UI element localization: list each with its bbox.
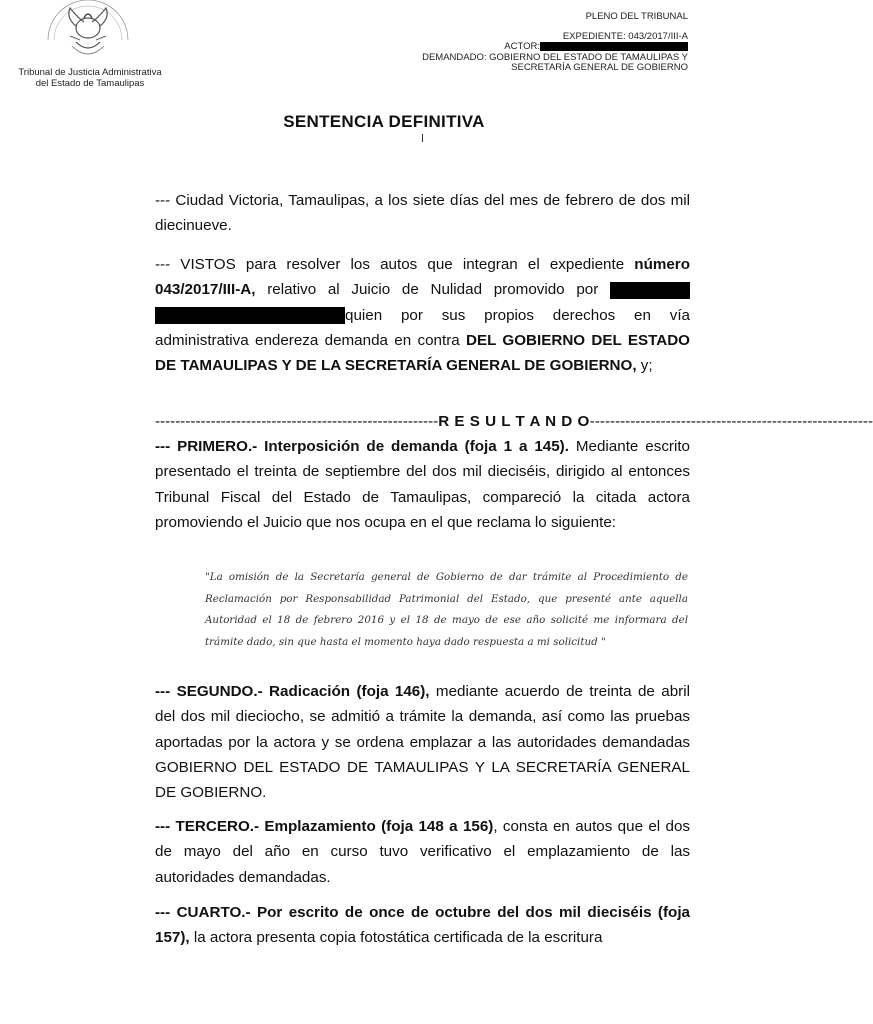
quoted-claim: [205, 567, 688, 653]
paragraph-primero: [155, 434, 690, 535]
coat-of-arms-seal-icon: [40, 0, 136, 66]
resultando-divider: [155, 409, 873, 434]
resultando-heading: R E S U L T A N D O: [438, 413, 590, 430]
redaction-bar: [610, 282, 690, 299]
vistos-text: y;: [636, 357, 653, 375]
segundo-text: mediante acuerdo de treinta de abril del dos mil dieciocho, se admitió a trámite la demanda, así como las pruebas aportadas por la actora y se ordena emplazar a las autoridades demandadas GOBIERNO DEL ESTADO DE TAMAULIPAS Y LA SECRETARÍA GENERAL DE GOBIERNO.: [155, 683, 690, 802]
segundo-paragraph: [155, 679, 690, 805]
vistos-text: relativo al Juicio de Nulidad promovido por: [255, 281, 610, 299]
vistos-text: quien por sus propios derechos en vía administrativa endereza demanda en contra: [155, 306, 690, 349]
paragraph-date: [155, 188, 690, 239]
paragraph-tercero: [155, 814, 690, 890]
case-number: número 043/2017/III-A,: [155, 256, 690, 299]
demandado-line: DEMANDADO: GOBIERNO DEL ESTADO DE TAMAULIPAS Y: [422, 51, 688, 63]
page-mark: [422, 134, 423, 142]
cuarto-text: la actora presenta copia fotostática certificada de la escritura: [189, 929, 603, 947]
actor-line: [422, 42, 688, 53]
document-title: SENTENCIA DEFINITIVA: [283, 112, 485, 131]
tercero-heading: --- TERCERO.- Emplazamiento (foja 148 a 156): [155, 818, 494, 835]
vistos-text: --- VISTOS para resolver los autos que integran el expediente: [155, 256, 635, 273]
quote-text: "La omisión de la Secretaría general de Gobierno de dar trámite al Procedimiento de Reclamación por Responsabilidad Patrimonial del Estado, que presenté ante aquella Autoridad el 18 de febrero 2016 y el 18 de mayo de ese año solicité me informara del trámite dado, sin que hasta el momento haya dado respuesta a mi solicitud ": [205, 571, 688, 648]
tercero-text: , consta en autos que el dos de mayo del año en curso tuvo verificativo el emplazamiento de las autoridades demandadas.: [155, 818, 690, 886]
defendants: DEL GOBIERNO DEL ESTADO DE TAMAULIPAS Y DE LA SECRETARÍA GENERAL DE GOBIERNO,: [155, 331, 690, 375]
pleno-label: PLENO DEL TRIBUNAL: [585, 11, 688, 22]
divider-dashes: --------------------------------------------------------: [155, 413, 439, 430]
redaction-bar: [540, 42, 688, 51]
tercero-paragraph: [155, 814, 690, 890]
institution-line: Tribunal de Justicia Administrativa: [18, 67, 162, 78]
expediente-line: EXPEDIENTE: 043/2017/III-A: [562, 30, 688, 42]
actor-label: ACTOR:: [504, 41, 540, 53]
case-header: [422, 12, 688, 74]
paragraph-vistos: [155, 252, 690, 378]
date-paragraph: --- Ciudad Victoria, Tamaulipas, a los siete días del mes de febrero de dos mil diecinueve.: [155, 192, 690, 235]
issuer-institution: [0, 67, 180, 89]
paragraph-cuarto: [155, 900, 690, 951]
redaction-bar: [155, 307, 345, 324]
primero-heading: --- PRIMERO.- Interposición de demanda (foja 1 a 145).: [155, 438, 569, 455]
primero-text: Mediante escrito presentado el treinta de septiembre del dos mil dieciséis, dirigido al entonces Tribunal Fiscal del Estado de Tamaulipas, compareció la citada actora promoviendo el Juicio que nos ocupa en el que reclama lo siguiente:: [155, 438, 691, 531]
paragraph-segundo: [155, 679, 690, 805]
cuarto-paragraph: [155, 900, 690, 951]
cuarto-heading: --- CUARTO.- Por escrito de once de octubre del dos mil dieciséis (foja 157),: [155, 904, 690, 947]
segundo-heading: --- SEGUNDO.- Radicación (foja 146),: [155, 683, 430, 700]
demandado-line: SECRETARÍA GENERAL DE GOBIERNO: [511, 62, 688, 74]
primero-paragraph: [155, 434, 690, 535]
divider-dashes: --------------------------------------------------------: [589, 413, 873, 430]
vistos-paragraph: [155, 252, 690, 378]
institution-line: del Estado de Tamaulipas: [35, 78, 145, 89]
